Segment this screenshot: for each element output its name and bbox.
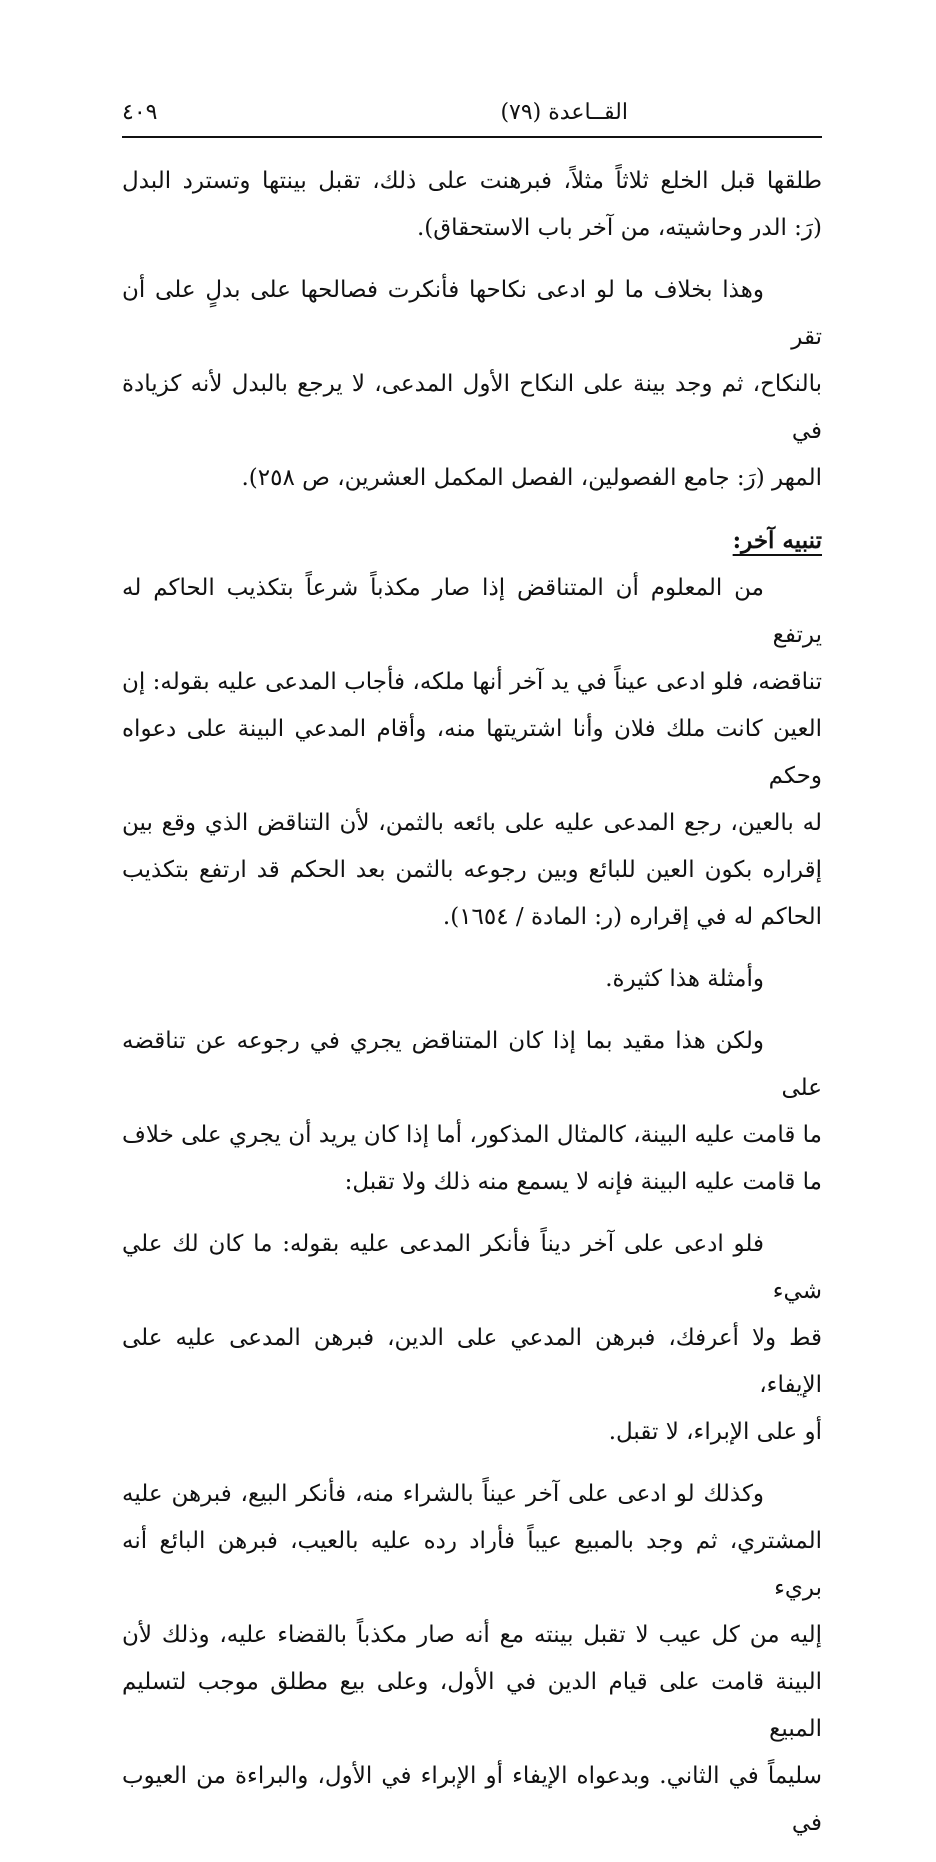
page-header: [122, 92, 818, 132]
text-line: إقراره بكون العين للبائع وبين رجوعه بالثمن بعد الحكم قد ارتفع بتكذيب: [122, 857, 822, 883]
text-line: ما قامت عليه البينة، كالمثال المذكور، أما إذا كان يريد أن يجري على خلاف: [122, 1122, 822, 1148]
page-body: [122, 158, 822, 1862]
page-number: ٤٠٩: [122, 100, 158, 125]
paragraph-6: [122, 1221, 822, 1456]
text-line: ما قامت عليه البينة فإنه لا يسمع منه ذلك ولا تقبل:: [344, 1169, 822, 1195]
text-line: بالنكاح، ثم وجد بينة على النكاح الأول المدعى، لا يرجع بالبدل لأنه كزيادة في: [122, 371, 822, 444]
text-line: إليه من كل عيب لا تقبل بينته مع أنه صار مكذباً بالقضاء عليه، وذلك لأن: [122, 1622, 822, 1648]
text-line: البينة قامت على قيام الدين في الأول، وعلى بيع مطلق موجب لتسليم المبيع: [122, 1669, 822, 1742]
text-line: الحاكم له في إقراره (ر: المادة / ١٦٥٤).: [442, 904, 822, 930]
text-line: سليماً في الثاني. وبدعواه الإيفاء أو الإبراء في الأول، والبراءة من العيوب في: [122, 1763, 822, 1836]
text-line: طلقها قبل الخلع ثلاثاً مثلاً، فبرهنت على ذلك، تقبل بينتها وتسترد البدل: [122, 168, 822, 194]
text-line: وكذلك لو ادعى على آخر عيناً بالشراء منه، فأنكر البيع، فبرهن عليه: [122, 1481, 764, 1507]
text-line: المشتري، ثم وجد بالمبيع عيباً فأراد رده عليه بالعيب، فبرهن البائع أنه بريء: [122, 1528, 822, 1601]
text-line: وهذا بخلاف ما لو ادعى نكاحها فأنكرت فصالحها على بدلٍ على أن تقر: [122, 277, 822, 350]
text-line: أو على الإبراء، لا تقبل.: [608, 1419, 822, 1445]
paragraph-2: [122, 267, 822, 502]
text-line: من المعلوم أن المتناقض إذا صار مكذباً شرعاً بتكذيب الحاكم له يرتفع: [122, 575, 822, 648]
running-title: القــاعدة (٧٩): [500, 100, 628, 125]
text-line: المهر (رَ: جامع الفصولين، الفصل المكمل العشرين، ص ٢٥٨).: [241, 465, 822, 491]
paragraph-3: [122, 565, 822, 941]
text-line: تناقضه، فلو ادعى عيناً في يد آخر أنها ملكه، فأجاب المدعى عليه بقوله: إن: [122, 669, 822, 695]
text-line: العين كانت ملك فلان وأنا اشتريتها منه، وأقام المدعي البينة على دعواه وحكم: [122, 716, 822, 789]
text-line: ولكن هذا مقيد بما إذا كان المتناقض يجري في رجوعه عن تناقضه على: [122, 1028, 822, 1101]
paragraph-4: [122, 956, 822, 1003]
paragraph-5: [122, 1018, 822, 1206]
text-line: له بالعين، رجع المدعى عليه على بائعه بالثمن، لأن التناقض الذي وقع بين: [122, 810, 822, 836]
paragraph-7: [122, 1471, 822, 1847]
text-line: قط ولا أعرفك، فبرهن المدعي على الدين، فبرهن المدعى عليه على الإيفاء،: [122, 1325, 822, 1398]
paragraph-1: [122, 158, 822, 252]
heading-block: [122, 517, 822, 565]
section-heading: تنبيه آخر:: [732, 527, 822, 554]
text-line: فلو ادعى على آخر ديناً فأنكر المدعى عليه بقوله: ما كان لك علي شيء: [122, 1231, 822, 1304]
header-rule: [122, 136, 822, 138]
text-line: (رَ: الدر وحاشيته، من آخر باب الاستحقاق).: [416, 215, 822, 241]
text-line: وأمثلة هذا كثيرة.: [605, 966, 764, 992]
